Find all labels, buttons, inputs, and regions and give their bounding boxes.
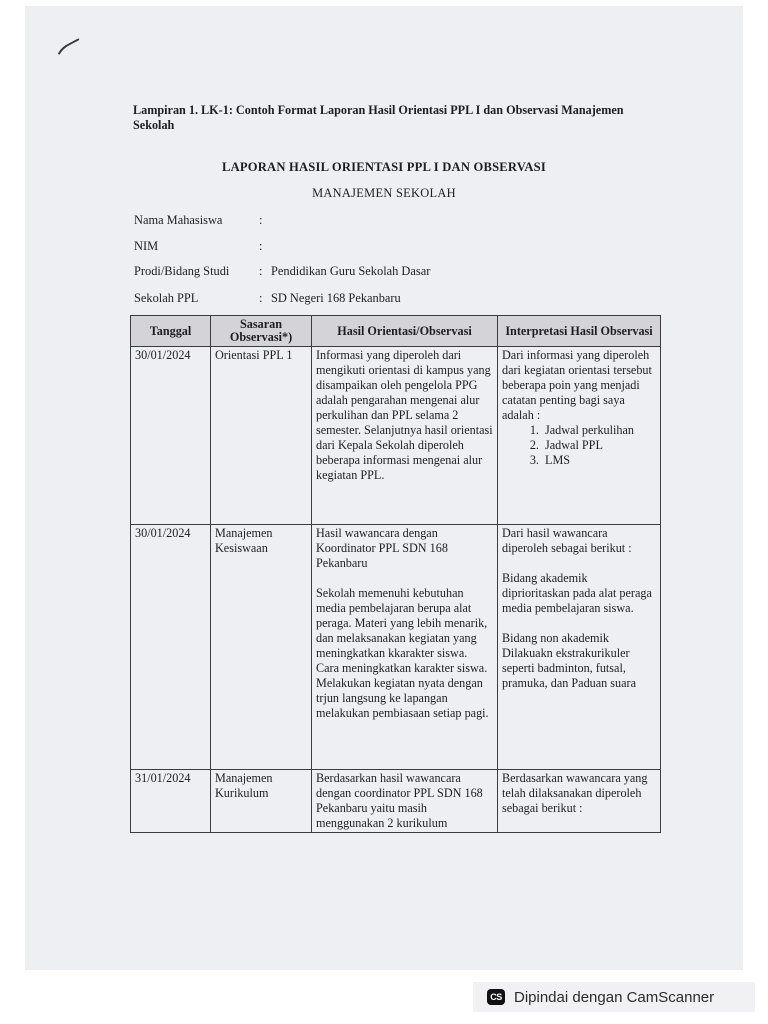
cell-interpretation [498, 525, 661, 770]
result-text: Informasi yang diperoleh dari mengikuti orientasi di kampus yang disampaikan oleh pengelola PPG adalah pengarahan mengenai alur perkulihan dan PPL selama 2 semester. Selanjutnya hasil orientasi dari Kepala Sekolah diperoleh beberapa informasi mengenai alur kegiatan PPL. [316, 348, 493, 482]
table-row [131, 525, 661, 770]
interpretation-text: Bidang akademik diprioritaskan pada alat peraga media pembelajaran siswa. [502, 571, 652, 615]
cell-result [312, 525, 498, 770]
cell-interpretation [498, 770, 661, 833]
interpretation-text: Dari hasil wawancara diperoleh sebagai berikut : [502, 526, 632, 555]
field-label: Sekolah PPL [134, 291, 199, 305]
field-colon: : [259, 213, 263, 227]
field-label: Nama Mahasiswa [134, 213, 223, 227]
cell-target: Manajemen Kesiswaan [211, 525, 312, 770]
header-tanggal: Tanggal [131, 316, 211, 347]
report-title: LAPORAN HASIL ORIENTASI PPL I DAN OBSERVASI [221, 160, 546, 174]
header-sasaran: Sasaran Observasi*) [211, 316, 312, 347]
field-value: Pendidikan Guru Sekolah Dasar [271, 264, 431, 278]
field-label: NIM [134, 239, 159, 253]
interpretation-text: Dari informasi yang diperoleh dari kegiatan orientasi tersebut beberapa poin yang menjadi catatan penting bagi saya adalah : [502, 348, 652, 422]
header-interpretasi: Interpretasi Hasil Observasi [498, 316, 661, 347]
header-hasil: Hasil Orientasi/Observasi [312, 316, 498, 347]
field-colon: : [259, 264, 263, 278]
cell-date: 30/01/2024 [131, 525, 211, 770]
cell-date: 31/01/2024 [131, 770, 211, 833]
field-label: Prodi/Bidang Studi [134, 264, 230, 278]
cell-target: Manajemen Kurikulum [211, 770, 312, 833]
cell-result [312, 770, 498, 833]
result-text: Berdasarkan hasil wawancara dengan coordinator PPL SDN 168 Pekanbaru yaitu masih menggunakan 2 kurikulum [316, 771, 483, 830]
cell-result [312, 347, 498, 525]
result-text: Hasil wawancara dengan Koordinator PPL SDN 168 Pekanbaru [316, 526, 448, 570]
cell-target: Orientasi PPL 1 [211, 347, 312, 525]
table-header-row [131, 316, 661, 347]
field-value: SD Negeri 168 Pekanbaru [271, 291, 401, 305]
field-colon: : [259, 239, 263, 253]
interpretation-list [502, 423, 656, 468]
table-row [131, 770, 661, 833]
list-item: 2. Jadwal PPL [542, 438, 656, 453]
field-colon: : [259, 291, 263, 305]
list-item: 1. Jadwal perkulihan [542, 423, 656, 438]
cell-interpretation [498, 347, 661, 525]
camscanner-badge [473, 982, 755, 1012]
list-item: 3. LMS [542, 453, 656, 468]
observation-table [130, 315, 661, 833]
appendix-title: Lampiran 1. LK-1: Contoh Format Laporan Hasil Orientasi PPL I dan Observasi Manajemen Sekolah [133, 103, 624, 132]
interpretation-text: Berdasarkan wawancara yang telah dilaksanakan diperoleh sebagai berikut : [502, 771, 648, 815]
table-row [131, 347, 661, 525]
report-subtitle: MANAJEMEN SEKOLAH [312, 186, 456, 200]
cell-date: 30/01/2024 [131, 347, 211, 525]
interpretation-text: Bidang non akademik Dilakuakn ekstrakurikuler seperti badminton, futsal, pramuka, dan Paduan suara [502, 631, 637, 690]
camscanner-logo-icon: CS [487, 989, 505, 1005]
result-text: Sekolah memenuhi kebutuhan media pembelajaran berupa alat peraga. Materi yang lebih menarik, dan melaksanakan kegiatan yang meningkatkan kkarakter siswa. Cara meningkatkan karakter siswa. Melakukan kegiatan nyata dengan trjun langsung ke lapangan melakukan pembiasaan setiap pagi. [316, 586, 489, 720]
camscanner-label: Dipindai dengan CamScanner [514, 988, 715, 1006]
